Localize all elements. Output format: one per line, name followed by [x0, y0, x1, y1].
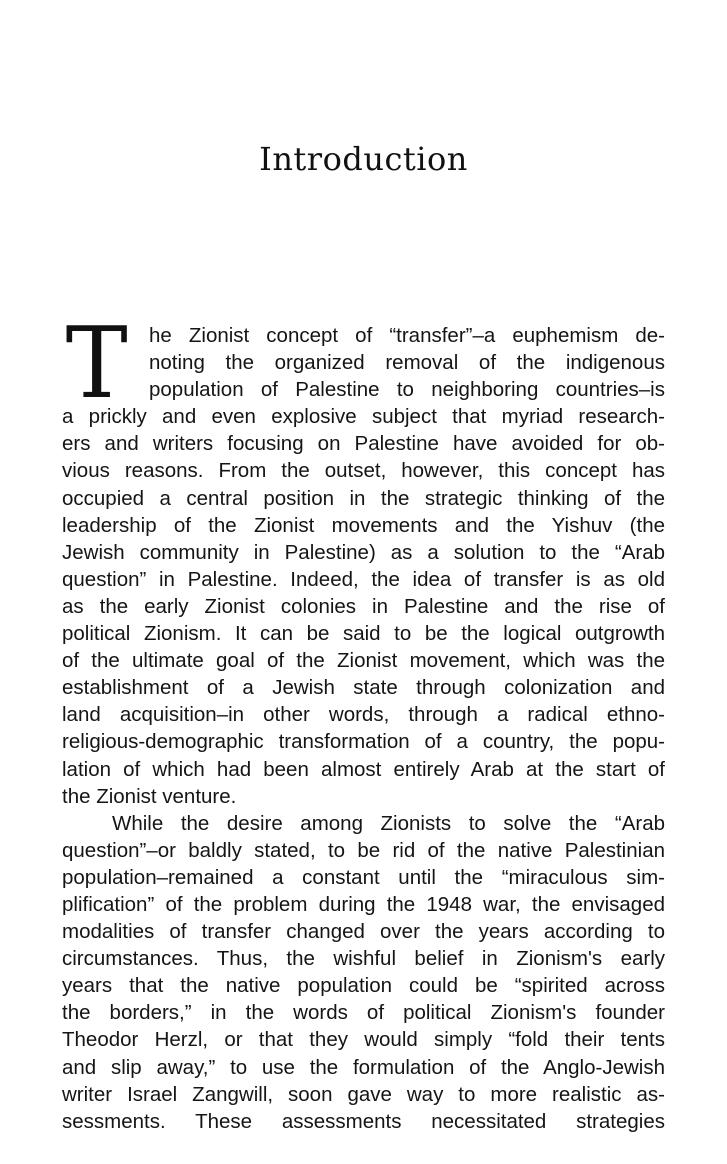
- drop-cap: T: [65, 307, 128, 421]
- text-line: vious reasons. From the outset, however, this concept has: [62, 459, 665, 483]
- text-line: While the desire among Zionists to solve the “Arab: [112, 811, 665, 835]
- text-line: occupied a central position in the strategic thinking of the: [62, 486, 665, 510]
- text-line: population–remained a constant until the “miraculous sim-: [62, 865, 665, 889]
- paragraph-1: [62, 307, 665, 810]
- text-line: noting the organized removal of the indigenous: [149, 351, 665, 375]
- text-line: he Zionist concept of “transfer”–a euphemism de-: [149, 324, 665, 347]
- text-line: leadership of the Zionist movements and the Yishuv (the: [62, 513, 665, 537]
- text-line: and slip away,” to use the formulation of the Anglo-Jewish: [62, 1055, 665, 1079]
- text-line: a prickly and even explosive subject that myriad research-: [62, 405, 665, 429]
- text-line: question”–or baldly stated, to be rid of the native Palestinian: [62, 838, 665, 862]
- text-line: ers and writers focusing on Palestine have avoided for ob-: [62, 432, 665, 456]
- text-line: lation of which had been almost entirely Arab at the start of: [62, 757, 665, 781]
- chapter-title: Introduction: [259, 140, 468, 178]
- text-line: religious-demographic transformation of a country, the popu-: [62, 730, 665, 754]
- text-line: establishment of a Jewish state through colonization and: [62, 676, 665, 700]
- text-line: political Zionism. It can be said to be the logical outgrowth: [62, 622, 665, 646]
- text-line: the Zionist venture.: [62, 784, 237, 808]
- text-line: sessments. These assessments necessitated strategies: [62, 1109, 665, 1133]
- text-line: years that the native population could be “spirited across: [62, 974, 665, 998]
- text-line: plification” of the problem during the 1948 war, the envisaged: [62, 892, 665, 916]
- paragraph-2: [62, 810, 665, 1135]
- text-line: of the ultimate goal of the Zionist movement, which was the: [62, 649, 665, 673]
- text-line: question” in Palestine. Indeed, the idea of transfer is as old: [62, 567, 665, 591]
- text-line: as the early Zionist colonies in Palestine and the rise of: [62, 594, 665, 618]
- text-line: the borders,” in the words of political Zionism's founder: [62, 1001, 665, 1025]
- text-line: modalities of transfer changed over the years according to: [62, 920, 665, 944]
- text-line: population of Palestine to neighboring countries–is: [149, 378, 665, 402]
- text-line: writer Israel Zangwill, soon gave way to more realistic as-: [62, 1082, 665, 1106]
- text-line: circumstances. Thus, the wishful belief in Zionism's early: [62, 947, 665, 971]
- text-line: Theodor Herzl, or that they would simply “fold their tents: [62, 1028, 665, 1052]
- text-line: land acquisition–in other words, through a radical ethno-: [62, 703, 665, 727]
- body-text: [62, 307, 665, 1135]
- text-line: Jewish community in Palestine) as a solution to the “Arab: [62, 540, 665, 564]
